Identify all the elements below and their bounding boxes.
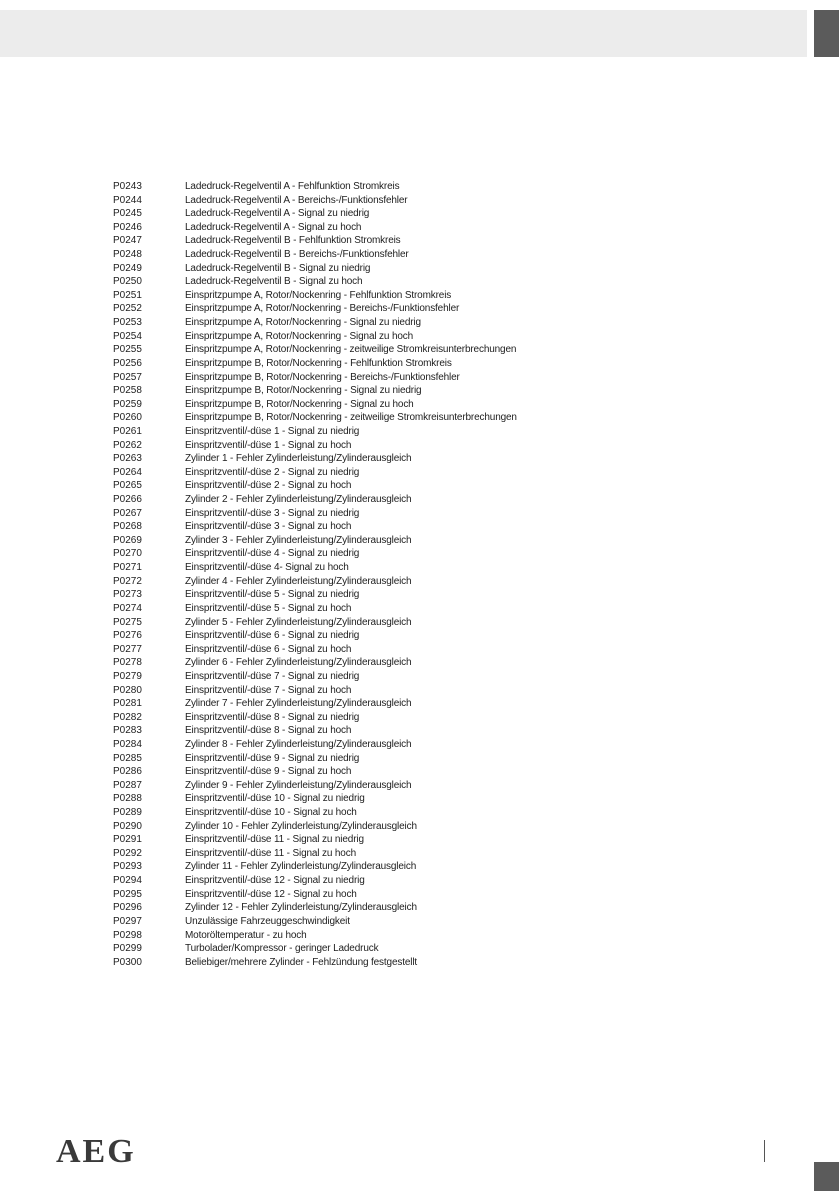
error-code: P0269 [113,534,142,546]
code-row [113,411,673,425]
error-code: P0285 [113,752,142,764]
error-code: P0256 [113,357,142,369]
error-code: P0298 [113,929,142,941]
error-code: P0243 [113,181,142,192]
code-row [113,806,673,820]
code-row [113,779,673,793]
code-row [113,180,673,194]
error-description: Einspritzpumpe B, Rotor/Nockenring - Bereichs-/Funktionsfehler [185,371,460,383]
code-row [113,520,673,534]
code-row [113,547,673,561]
error-description: Einspritzventil/-düse 5 - Signal zu hoch [185,602,352,614]
error-code: P0274 [113,602,142,614]
error-code: P0260 [113,412,142,424]
code-row [113,833,673,847]
error-code: P0290 [113,820,142,832]
error-description: Einspritzventil/-düse 6 - Signal zu niedrig [185,630,360,642]
error-description: Einspritzventil/-düse 2 - Signal zu hoch [185,480,352,492]
error-description: Ladedruck-Regelventil A - Signal zu hoch [185,221,362,233]
error-description: Einspritzpumpe B, Rotor/Nockenring - Signal zu hoch [185,398,414,410]
code-row [113,384,673,398]
code-row [113,194,673,208]
error-code: P0266 [113,494,142,506]
error-code: P0282 [113,711,142,723]
code-row [113,901,673,915]
error-code: P0276 [113,630,142,642]
code-row [113,343,673,357]
error-code: P0247 [113,235,142,247]
error-code: P0299 [113,943,142,955]
error-code: P0273 [113,589,142,601]
error-code: P0261 [113,425,142,437]
code-row [113,588,673,602]
code-row [113,915,673,929]
error-description: Ladedruck-Regelventil B - Signal zu hoch [185,276,363,288]
code-row [113,656,673,670]
error-code: P0267 [113,507,142,519]
error-code: P0289 [113,807,142,819]
code-row [113,357,673,371]
error-code: P0250 [113,276,142,288]
error-description: Einspritzpumpe A, Rotor/Nockenring - Signal zu hoch [185,330,414,342]
code-row [113,738,673,752]
error-code: P0253 [113,317,142,329]
code-row [113,643,673,657]
code-row [113,670,673,684]
error-code: P0277 [113,643,142,655]
code-row [113,439,673,453]
error-description: Einspritzventil/-düse 8 - Signal zu hoch [185,725,352,737]
error-description: Einspritzventil/-düse 7 - Signal zu hoch [185,684,352,696]
error-code: P0257 [113,371,142,383]
code-row [113,289,673,303]
error-code: P0288 [113,793,142,805]
error-description: Zylinder 7 - Fehler Zylinderleistung/Zylinderausgleich [185,698,412,710]
error-description: Zylinder 11 - Fehler Zylinderleistung/Zylinderausgleich [185,861,417,873]
code-row [113,316,673,330]
error-code: P0295 [113,888,142,900]
error-description: Motoröltemperatur - zu hoch [185,929,307,941]
header-band [0,10,807,57]
error-description: Einspritzventil/-düse 4- Signal zu hoch [185,562,349,574]
error-code: P0284 [113,738,142,750]
error-code: P0286 [113,766,142,778]
code-row [113,207,673,221]
error-code: P0287 [113,779,142,791]
code-row [113,929,673,943]
error-code: P0245 [113,208,142,220]
error-description: Einspritzpumpe A, Rotor/Nockenring - zeitweilige Stromkreisunterbrechungen [185,344,517,356]
error-description: Einspritzventil/-düse 8 - Signal zu niedrig [185,711,360,723]
error-description: Zylinder 4 - Fehler Zylinderleistung/Zylinderausgleich [185,575,412,587]
error-description: Einspritzpumpe A, Rotor/Nockenring - Signal zu niedrig [185,317,421,329]
error-code: P0297 [113,915,142,927]
code-row [113,371,673,385]
error-description: Einspritzpumpe B, Rotor/Nockenring - zeitweilige Stromkreisunterbrechungen [185,412,517,424]
error-description: Ladedruck-Regelventil A - Fehlfunktion Stromkreis [185,181,400,192]
error-code: P0271 [113,562,142,574]
error-description: Ladedruck-Regelventil A - Bereichs-/Funktionsfehler [185,194,408,206]
error-code: P0244 [113,194,142,206]
error-code: P0254 [113,330,142,342]
error-code: P0275 [113,616,142,628]
code-row [113,616,673,630]
error-description: Einspritzventil/-düse 11 - Signal zu hoch [185,847,356,859]
error-description: Einspritzventil/-düse 6 - Signal zu hoch [185,643,352,655]
error-code: P0265 [113,480,142,492]
error-description: Einspritzpumpe A, Rotor/Nockenring - Bereichs-/Funktionsfehler [185,303,460,315]
error-code: P0272 [113,575,142,587]
error-description: Einspritzpumpe B, Rotor/Nockenring - Fehlfunktion Stromkreis [185,357,452,369]
error-code: P0270 [113,548,142,560]
code-row [113,493,673,507]
code-row [113,425,673,439]
error-code: P0296 [113,902,142,914]
error-description: Einspritzventil/-düse 10 - Signal zu hoch [185,807,357,819]
error-description: Einspritzventil/-düse 9 - Signal zu hoch [185,766,352,778]
error-description: Ladedruck-Regelventil A - Signal zu niedrig [185,208,370,220]
error-description: Einspritzpumpe B, Rotor/Nockenring - Signal zu niedrig [185,385,422,397]
code-row [113,847,673,861]
error-code: P0255 [113,344,142,356]
code-row [113,874,673,888]
code-row [113,561,673,575]
error-description: Einspritzventil/-düse 2 - Signal zu niedrig [185,466,360,478]
code-row [113,330,673,344]
error-code: P0300 [113,956,142,968]
error-code: P0279 [113,670,142,682]
error-description: Einspritzventil/-düse 11 - Signal zu niedrig [185,834,364,846]
error-description: Ladedruck-Regelventil B - Bereichs-/Funktionsfehler [185,249,409,261]
error-code: P0249 [113,262,142,274]
code-row [113,479,673,493]
error-description: Ladedruck-Regelventil B - Fehlfunktion Stromkreis [185,235,401,247]
error-description: Zylinder 8 - Fehler Zylinderleistung/Zylinderausgleich [185,738,412,750]
code-row [113,262,673,276]
error-code: P0280 [113,684,142,696]
error-description: Zylinder 3 - Fehler Zylinderleistung/Zylinderausgleich [185,534,412,546]
error-code: P0293 [113,861,142,873]
code-row [113,684,673,698]
code-row [113,534,673,548]
code-row [113,302,673,316]
error-code: P0281 [113,698,142,710]
error-description: Ladedruck-Regelventil B - Signal zu niedrig [185,262,371,274]
error-code: P0291 [113,834,142,846]
code-row [113,711,673,725]
error-description: Einspritzventil/-düse 3 - Signal zu niedrig [185,507,360,519]
error-description: Einspritzventil/-düse 10 - Signal zu niedrig [185,793,365,805]
error-description: Zylinder 2 - Fehler Zylinderleistung/Zylinderausgleich [185,494,412,506]
error-description: Zylinder 9 - Fehler Zylinderleistung/Zylinderausgleich [185,779,412,791]
error-description: Einspritzventil/-düse 12 - Signal zu hoch [185,888,357,900]
code-row [113,466,673,480]
code-row [113,452,673,466]
side-tab-top [814,10,839,57]
error-code: P0263 [113,453,142,465]
error-code: P0264 [113,466,142,478]
error-description: Einspritzpumpe A, Rotor/Nockenring - Fehlfunktion Stromkreis [185,289,452,301]
error-code: P0294 [113,875,142,887]
code-row [113,697,673,711]
error-description: Einspritzventil/-düse 12 - Signal zu niedrig [185,875,365,887]
footer-divider [764,1140,765,1162]
error-description: Zylinder 10 - Fehler Zylinderleistung/Zylinderausgleich [185,820,417,832]
code-row [113,507,673,521]
error-code: P0262 [113,439,142,451]
code-row [113,275,673,289]
error-description: Einspritzventil/-düse 4 - Signal zu niedrig [185,548,360,560]
error-description: Einspritzventil/-düse 3 - Signal zu hoch [185,521,352,533]
error-description: Zylinder 6 - Fehler Zylinderleistung/Zylinderausgleich [185,657,412,669]
error-description: Einspritzventil/-düse 1 - Signal zu hoch [185,439,352,451]
code-row [113,942,673,956]
error-description: Einspritzventil/-düse 1 - Signal zu niedrig [185,425,360,437]
error-code: P0292 [113,847,142,859]
error-description: Einspritzventil/-düse 9 - Signal zu niedrig [185,752,360,764]
code-row [113,724,673,738]
error-code: P0278 [113,657,142,669]
code-row [113,602,673,616]
aeg-logo: AEG [56,1133,136,1170]
error-code: P0248 [113,249,142,261]
code-row [113,248,673,262]
error-description: Zylinder 12 - Fehler Zylinderleistung/Zylinderausgleich [185,902,417,914]
code-row [113,765,673,779]
error-description: Unzulässige Fahrzeuggeschwindigkeit [185,915,350,927]
error-code: P0246 [113,221,142,233]
error-description: Einspritzventil/-düse 5 - Signal zu niedrig [185,589,360,601]
error-code: P0251 [113,289,142,301]
error-code: P0252 [113,303,142,315]
code-row [113,860,673,874]
code-row [113,792,673,806]
error-code-list [113,180,673,969]
error-code: P0259 [113,398,142,410]
error-description: Beliebiger/mehrere Zylinder - Fehlzündung festgestellt [185,956,418,968]
error-code: P0258 [113,385,142,397]
code-row [113,629,673,643]
code-row [113,221,673,235]
side-tab-bottom [814,1162,839,1191]
code-row [113,752,673,766]
error-code: P0283 [113,725,142,737]
code-row [113,820,673,834]
code-row [113,398,673,412]
code-row [113,575,673,589]
code-row [113,234,673,248]
code-row [113,956,673,970]
error-description: Zylinder 5 - Fehler Zylinderleistung/Zylinderausgleich [185,616,412,628]
error-description: Zylinder 1 - Fehler Zylinderleistung/Zylinderausgleich [185,453,412,465]
code-row [113,888,673,902]
error-code: P0268 [113,521,142,533]
error-description: Einspritzventil/-düse 7 - Signal zu niedrig [185,670,360,682]
error-description: Turbolader/Kompressor - geringer Ladedruck [185,943,379,955]
